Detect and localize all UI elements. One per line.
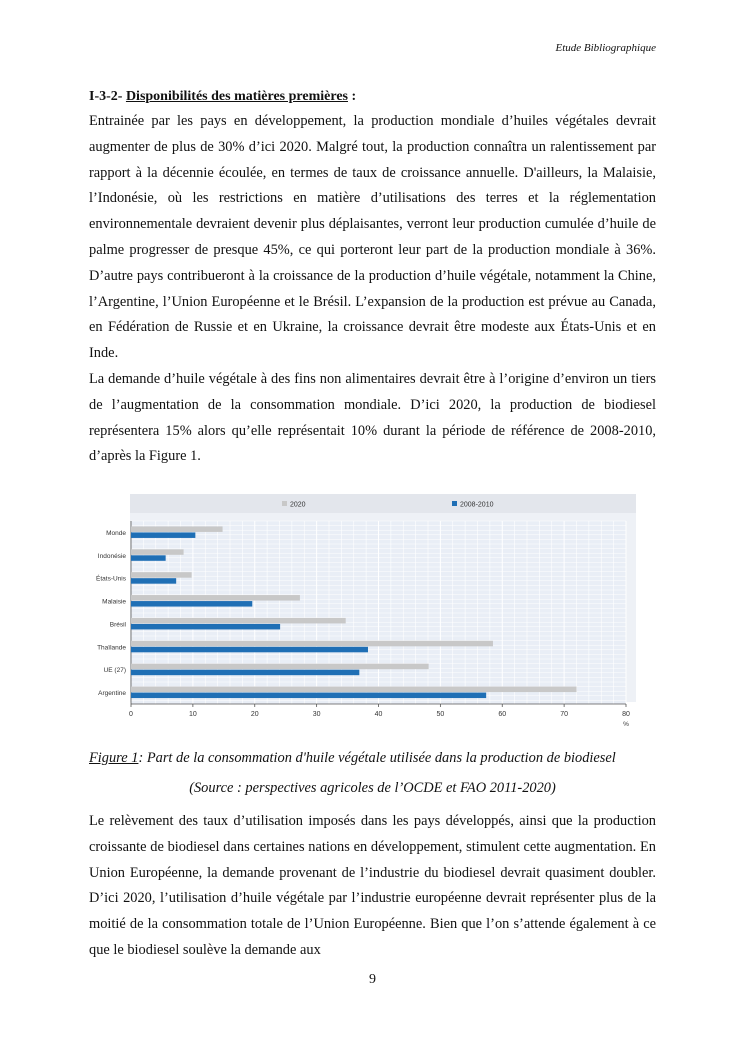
x-tick-label: 0 bbox=[129, 711, 133, 718]
category-label: Brésil bbox=[109, 621, 126, 629]
bar-s2008-7 bbox=[131, 693, 486, 699]
bar-s2020-6 bbox=[131, 664, 429, 670]
figure-caption bbox=[89, 750, 656, 767]
x-tick-label: 30 bbox=[312, 711, 321, 718]
x-tick-label: 10 bbox=[188, 711, 197, 718]
bar-s2008-6 bbox=[131, 670, 359, 676]
bar-s2020-3 bbox=[131, 595, 300, 601]
section-number: I-3-2- bbox=[89, 89, 123, 104]
legend-swatch-1 bbox=[282, 501, 287, 506]
bar-s2008-1 bbox=[131, 555, 166, 561]
section-suffix: : bbox=[347, 89, 357, 104]
bar-s2008-5 bbox=[131, 647, 368, 653]
bar-s2008-4 bbox=[131, 624, 280, 630]
figure-label: Figure 1 bbox=[89, 750, 139, 766]
x-tick-label: 60 bbox=[498, 711, 507, 718]
legend-label-2: 2008-2010 bbox=[460, 501, 494, 509]
bar-s2008-2 bbox=[131, 578, 176, 584]
category-label: États-Unis bbox=[96, 575, 126, 583]
x-tick-label: 40 bbox=[374, 711, 383, 718]
paragraph-1: Entrainée par les pays en développement, la production mondiale d’huiles végétales devrait augmenter de plus de 30% d’ici 2020. Malgré tout, la production connaîtra un ralentissement par rapport à la décennie écoulée, en termes de taux de croissance annuelle. D'ailleurs, la Malaisie, l’Indonésie, où les restrictions en matière d’utilisations des terres et la réglementation environnementale devraient devenir plus déplaisantes, verront leur production cumulée d’huile de palme progresser de presque 45%, ce qui porteront leur part de la production mondiale à 36%. D’autre pays contribueront à la croissance de la production d’huile végétale, notamment la Chine, l’Argentine, l’Union Européenne et le Brésil. L’expansion de la production est prévue au Canada, en Fédération de Russie et en Ukraine, la croissance devrait être modeste aux États-Unis et en Inde. bbox=[89, 113, 656, 362]
x-tick-label: 70 bbox=[560, 711, 569, 718]
category-label: Thaïlande bbox=[97, 644, 126, 652]
biodiesel-chart bbox=[96, 491, 640, 739]
x-tick-label: 20 bbox=[250, 711, 259, 718]
paragraph-3: Le relèvement des taux d’utilisation imposés dans les pays développés, ainsi que la production croissante de biodiesel dans certaines nations en développement, stimulent cette augmentation. En Union Européenne, la demande provenant de l’industrie du biodiesel devrait quasiment doubler. D’ici 2020, l’utilisation d’huile végétale par l’industrie européenne devrait représenter plus de la moitié de la consommation totale de l’Union Européenne. Bien que l’on s’attende également à ce que le biodiesel soulève la demande aux bbox=[89, 813, 656, 958]
bar-s2020-0 bbox=[131, 526, 223, 532]
section-heading bbox=[89, 89, 356, 105]
paragraph-2: La demande d’huile végétale à des fins non alimentaires devrait être à l’origine d’environ un tiers de l’augmentation de la consommation mondiale. D’ici 2020, la production de biodiesel représentera 15% alors qu’elle représentait 10% durant la période de référence de 2008-2010, d’après la Figure 1. bbox=[89, 371, 656, 465]
chart-svg bbox=[96, 491, 640, 739]
bar-s2008-0 bbox=[131, 532, 195, 538]
bar-s2020-7 bbox=[131, 687, 577, 693]
bar-s2008-3 bbox=[131, 601, 252, 607]
x-unit-label: % bbox=[623, 721, 629, 728]
legend-label-1: 2020 bbox=[290, 501, 306, 509]
x-tick-label: 50 bbox=[436, 711, 445, 718]
figure-caption-text: : Part de la consommation d'huile végétale utilisée dans la production de biodiesel bbox=[138, 750, 616, 766]
category-label: Indonésie bbox=[97, 552, 126, 560]
bar-s2020-2 bbox=[131, 572, 192, 578]
bar-s2020-5 bbox=[131, 641, 493, 647]
running-header: Etude Bibliographique bbox=[555, 42, 656, 54]
legend-band bbox=[130, 494, 636, 513]
bar-s2020-4 bbox=[131, 618, 346, 624]
section-title: Disponibilités des matières premières bbox=[125, 89, 348, 104]
category-label: UE (27) bbox=[103, 667, 126, 675]
legend-swatch-2 bbox=[452, 501, 457, 506]
bar-s2020-1 bbox=[131, 549, 184, 555]
figure-source: (Source : perspectives agricoles de l’OCDE et FAO 2011-2020) bbox=[189, 780, 556, 796]
category-label: Monde bbox=[106, 529, 126, 537]
category-label: Argentine bbox=[98, 690, 126, 698]
x-tick-label: 80 bbox=[622, 711, 630, 718]
category-label: Malaisie bbox=[102, 598, 126, 606]
page-number: 9 bbox=[369, 972, 376, 987]
